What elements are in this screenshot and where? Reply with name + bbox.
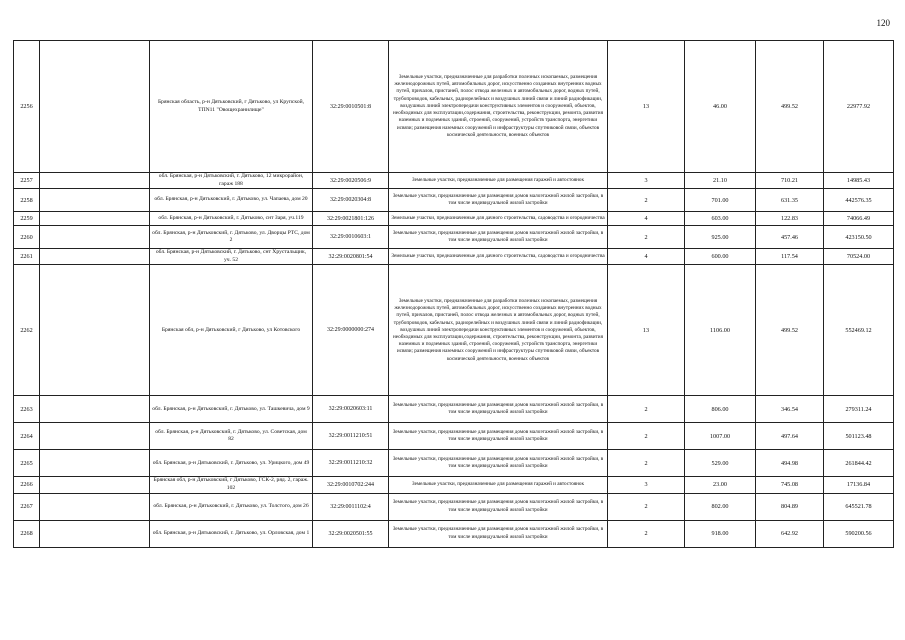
cadastral-number-cell: 32:29:0010702:244 [313, 477, 389, 493]
cadastral-value-cell: 22977.92 [824, 41, 894, 173]
rate-cell: 499.52 [756, 265, 824, 396]
cadastral-value-cell: 501123.48 [824, 423, 894, 450]
address-cell: обл. Брянская, р-н Дятьковский, г. Дятьково, ул. Толстого, дом 26 [150, 493, 313, 520]
rate-cell: 122.83 [756, 212, 824, 226]
cadastral-number-cell: 32:29:0021801:126 [313, 212, 389, 226]
land-use-cell: Земельные участки, предназначенные для размещения домов малоэтажной жилой застройки, в том числе индивидуальной жилой застройки [389, 520, 608, 547]
area-cell: 600.00 [685, 249, 756, 265]
land-use-cell: Земельные участки, предназначенные для дачного строительства, садоводства и огородничества [389, 249, 608, 265]
cadastral-number-cell: 32:29:0020801:54 [313, 249, 389, 265]
category-cell: 2 [608, 450, 685, 477]
table-row [14, 226, 894, 249]
category-cell: 13 [608, 265, 685, 396]
category-cell: 2 [608, 226, 685, 249]
rate-cell: 494.98 [756, 450, 824, 477]
row-number-cell: 2263 [14, 396, 40, 423]
blank-cell [40, 493, 150, 520]
table-row [14, 477, 894, 493]
cadastral-number-cell: 32:29:0011102:4 [313, 493, 389, 520]
row-number-cell: 2268 [14, 520, 40, 547]
category-cell: 2 [608, 520, 685, 547]
blank-cell [40, 450, 150, 477]
cadastral-number-cell: 32:29:0020501:55 [313, 520, 389, 547]
cadastral-value-cell: 74066.49 [824, 212, 894, 226]
land-use-cell: Земельные участки, предназначенные для размещения домов малоэтажной жилой застройки, в том числе индивидуальной жилой застройки [389, 226, 608, 249]
row-number-cell: 2266 [14, 477, 40, 493]
table-body [14, 41, 894, 548]
land-use-cell: Земельные участки, предназначенные для дачного строительства, садоводства и огородничества [389, 212, 608, 226]
cadastral-number-cell: 32:29:0010501:8 [313, 41, 389, 173]
land-use-cell: Земельные участки, предназначенные для размещения домов малоэтажной жилой застройки, в том числе индивидуальной жилой застройки [389, 493, 608, 520]
rate-cell: 457.46 [756, 226, 824, 249]
address-cell: обл. Брянская, р-н Дятьковский, г. Дятьково, снт Хрустальщик, уч. 52 [150, 249, 313, 265]
area-cell: 806.00 [685, 396, 756, 423]
address-cell: обл. Брянская, р-н Дятьковский, г. Дятьково, ул. Орловская, дом 1 [150, 520, 313, 547]
category-cell: 3 [608, 173, 685, 189]
category-cell: 2 [608, 396, 685, 423]
cadastral-value-cell: 70524.00 [824, 249, 894, 265]
category-cell: 2 [608, 189, 685, 212]
cadastral-value-cell: 552469.12 [824, 265, 894, 396]
land-use-cell: Земельные участки, предназначенные для размещения домов малоэтажной жилой застройки, в том числе индивидуальной жилой застройки [389, 450, 608, 477]
area-cell: 701.00 [685, 189, 756, 212]
area-cell: 529.00 [685, 450, 756, 477]
rate-cell: 346.54 [756, 396, 824, 423]
cadastral-value-cell: 17136.84 [824, 477, 894, 493]
rate-cell: 499.52 [756, 41, 824, 173]
cadastral-number-cell: 32:29:0011210:51 [313, 423, 389, 450]
table-row [14, 41, 894, 173]
row-number-cell: 2262 [14, 265, 40, 396]
row-number-cell: 2259 [14, 212, 40, 226]
address-cell: обл. Брянская, р-н Дятьковский, г. Дятьково, ул. Ташкевича, дом 9 [150, 396, 313, 423]
blank-cell [40, 173, 150, 189]
blank-cell [40, 226, 150, 249]
area-cell: 21.10 [685, 173, 756, 189]
table-row [14, 450, 894, 477]
land-use-cell: Земельные участки, предназначенные для разработки полезных ископаемых, размещения железнодорожных путей, автомобильных дорог, искусственно созданных внутренних водных путей, причалов, пристаней, полос отвода железных и автомобильных дорог, водных путей, трубопроводов, кабельных, радиорелейных и воздушных линий связи и линий радиофикации, воздушных линий электропередачи конструктивных элементов и сооружений, объектов, необходимых для эксплуатации,содержания, строительства, реконструкции, ремонта, развития наземных и подземных зданий, строений, сооружений, устройств транспорта, энергетики исвязи; размещения наземных сооружений и инфраструктуры спутниковой связи, объектов космической деятельности, военных объектов [389, 265, 608, 396]
row-number-cell: 2258 [14, 189, 40, 212]
cadastral-value-cell: 14985.43 [824, 173, 894, 189]
rate-cell: 745.08 [756, 477, 824, 493]
cadastral-value-cell: 261844.42 [824, 450, 894, 477]
row-number-cell: 2260 [14, 226, 40, 249]
rate-cell: 710.21 [756, 173, 824, 189]
cadastral-number-cell: 32:29:0020304:8 [313, 189, 389, 212]
blank-cell [40, 41, 150, 173]
blank-cell [40, 265, 150, 396]
table-row [14, 249, 894, 265]
cadastral-value-cell: 645521.78 [824, 493, 894, 520]
row-number-cell: 2265 [14, 450, 40, 477]
blank-cell [40, 520, 150, 547]
address-cell: Брянская обл, р-н Дятьковский, г Дятьково, ГСК-2, ряд. 2, гараж. 102 [150, 477, 313, 493]
area-cell: 802.00 [685, 493, 756, 520]
cadastral-value-cell: 423150.50 [824, 226, 894, 249]
blank-cell [40, 477, 150, 493]
row-number-cell: 2256 [14, 41, 40, 173]
address-cell: обл. Брянская, р-н Дятьковский, г. Дятьково, ул. Урицкого, дом 49 [150, 450, 313, 477]
address-cell: обл. Брянская, р-н Дятьковский, г. Дятьково, ул. Дворцы РТС, дом 2 [150, 226, 313, 249]
blank-cell [40, 249, 150, 265]
category-cell: 2 [608, 493, 685, 520]
area-cell: 603.00 [685, 212, 756, 226]
area-cell: 1007.00 [685, 423, 756, 450]
category-cell: 4 [608, 212, 685, 226]
table-row [14, 520, 894, 547]
address-cell: обл. Брянская, р-н Дятьковский, г. Дятьково, ул. Чапаева, дом 20 [150, 189, 313, 212]
cadastral-value-cell: 279311.24 [824, 396, 894, 423]
land-plots-table [13, 40, 894, 548]
address-cell: обл. Брянская, р-н Дятьковский, г. Дятьково, 12 микрорайон, гараж 188 [150, 173, 313, 189]
table-row [14, 212, 894, 226]
page-number: 120 [876, 18, 890, 28]
land-use-cell: Земельные участки, предназначенные для размещения гаражей и автостоянок [389, 173, 608, 189]
cadastral-value-cell: 590200.56 [824, 520, 894, 547]
table-row [14, 423, 894, 450]
address-cell: Брянская обл, р-н Дятьковский, г Дятьково, ул Котовского [150, 265, 313, 396]
row-number-cell: 2257 [14, 173, 40, 189]
land-use-cell: Земельные участки, предназначенные для размещения домов малоэтажной жилой застройки, в том числе индивидуальной жилой застройки [389, 423, 608, 450]
row-number-cell: 2264 [14, 423, 40, 450]
table-row [14, 189, 894, 212]
cadastral-value-cell: 442576.35 [824, 189, 894, 212]
rate-cell: 117.54 [756, 249, 824, 265]
blank-cell [40, 189, 150, 212]
blank-cell [40, 396, 150, 423]
land-use-cell: Земельные участки, предназначенные для размещения гаражей и автостоянок [389, 477, 608, 493]
row-number-cell: 2261 [14, 249, 40, 265]
blank-cell [40, 423, 150, 450]
area-cell: 46.00 [685, 41, 756, 173]
cadastral-number-cell: 32:29:0011210:32 [313, 450, 389, 477]
category-cell: 13 [608, 41, 685, 173]
area-cell: 925.00 [685, 226, 756, 249]
land-use-cell: Земельные участки, предназначенные для размещения домов малоэтажной жилой застройки, в том числе индивидуальной жилой застройки [389, 189, 608, 212]
area-cell: 918.00 [685, 520, 756, 547]
rate-cell: 642.92 [756, 520, 824, 547]
cadastral-number-cell: 32:29:0020603:11 [313, 396, 389, 423]
land-use-cell: Земельные участки, предназначенные для размещения домов малоэтажной жилой застройки, в том числе индивидуальной жилой застройки [389, 396, 608, 423]
area-cell: 23.00 [685, 477, 756, 493]
cadastral-number-cell: 32:29:0020506:9 [313, 173, 389, 189]
rate-cell: 631.35 [756, 189, 824, 212]
row-number-cell: 2267 [14, 493, 40, 520]
category-cell: 4 [608, 249, 685, 265]
table-row [14, 493, 894, 520]
category-cell: 2 [608, 423, 685, 450]
table-row [14, 265, 894, 396]
cadastral-number-cell: 32:29:0010603:1 [313, 226, 389, 249]
table-row [14, 173, 894, 189]
category-cell: 3 [608, 477, 685, 493]
table-row [14, 396, 894, 423]
rate-cell: 804.89 [756, 493, 824, 520]
blank-cell [40, 212, 150, 226]
rate-cell: 497.64 [756, 423, 824, 450]
address-cell: обл. Брянская, р-н Дятьковский, г. Дятьково, ул. Советская, дом 82 [150, 423, 313, 450]
area-cell: 1106.00 [685, 265, 756, 396]
address-cell: Брянская область, р-н Дятьковский, г Дятьково, ул Крупской, ТПN11 "Овощехранилище" [150, 41, 313, 173]
cadastral-number-cell: 32:29:0000000:274 [313, 265, 389, 396]
land-use-cell: Земельные участки, предназначенные для разработки полезных ископаемых, размещения железнодорожных путей, автомобильных дорог, искусственно созданных внутренних водных путей, причалов, пристаней, полос отвода железных и автомобильных дорог, водных путей, трубопроводов, кабельных, радиорелейных и воздушных линий связи и линий радиофикации, воздушных линий электропередачи конструктивных элементов и сооружений, объектов, необходимых для эксплуатации,содержания, строительства, реконструкции, ремонта, развития наземных и подземных зданий, строений, сооружений, устройств транспорта, энергетики исвязи; размещения наземных сооружений и инфраструктуры спутниковой связи, объектов космической деятельности, военных объектов [389, 41, 608, 173]
address-cell: обл. Брянская, р-н Дятьковский, г. Дятьково, снт Заря, уч.119 [150, 212, 313, 226]
